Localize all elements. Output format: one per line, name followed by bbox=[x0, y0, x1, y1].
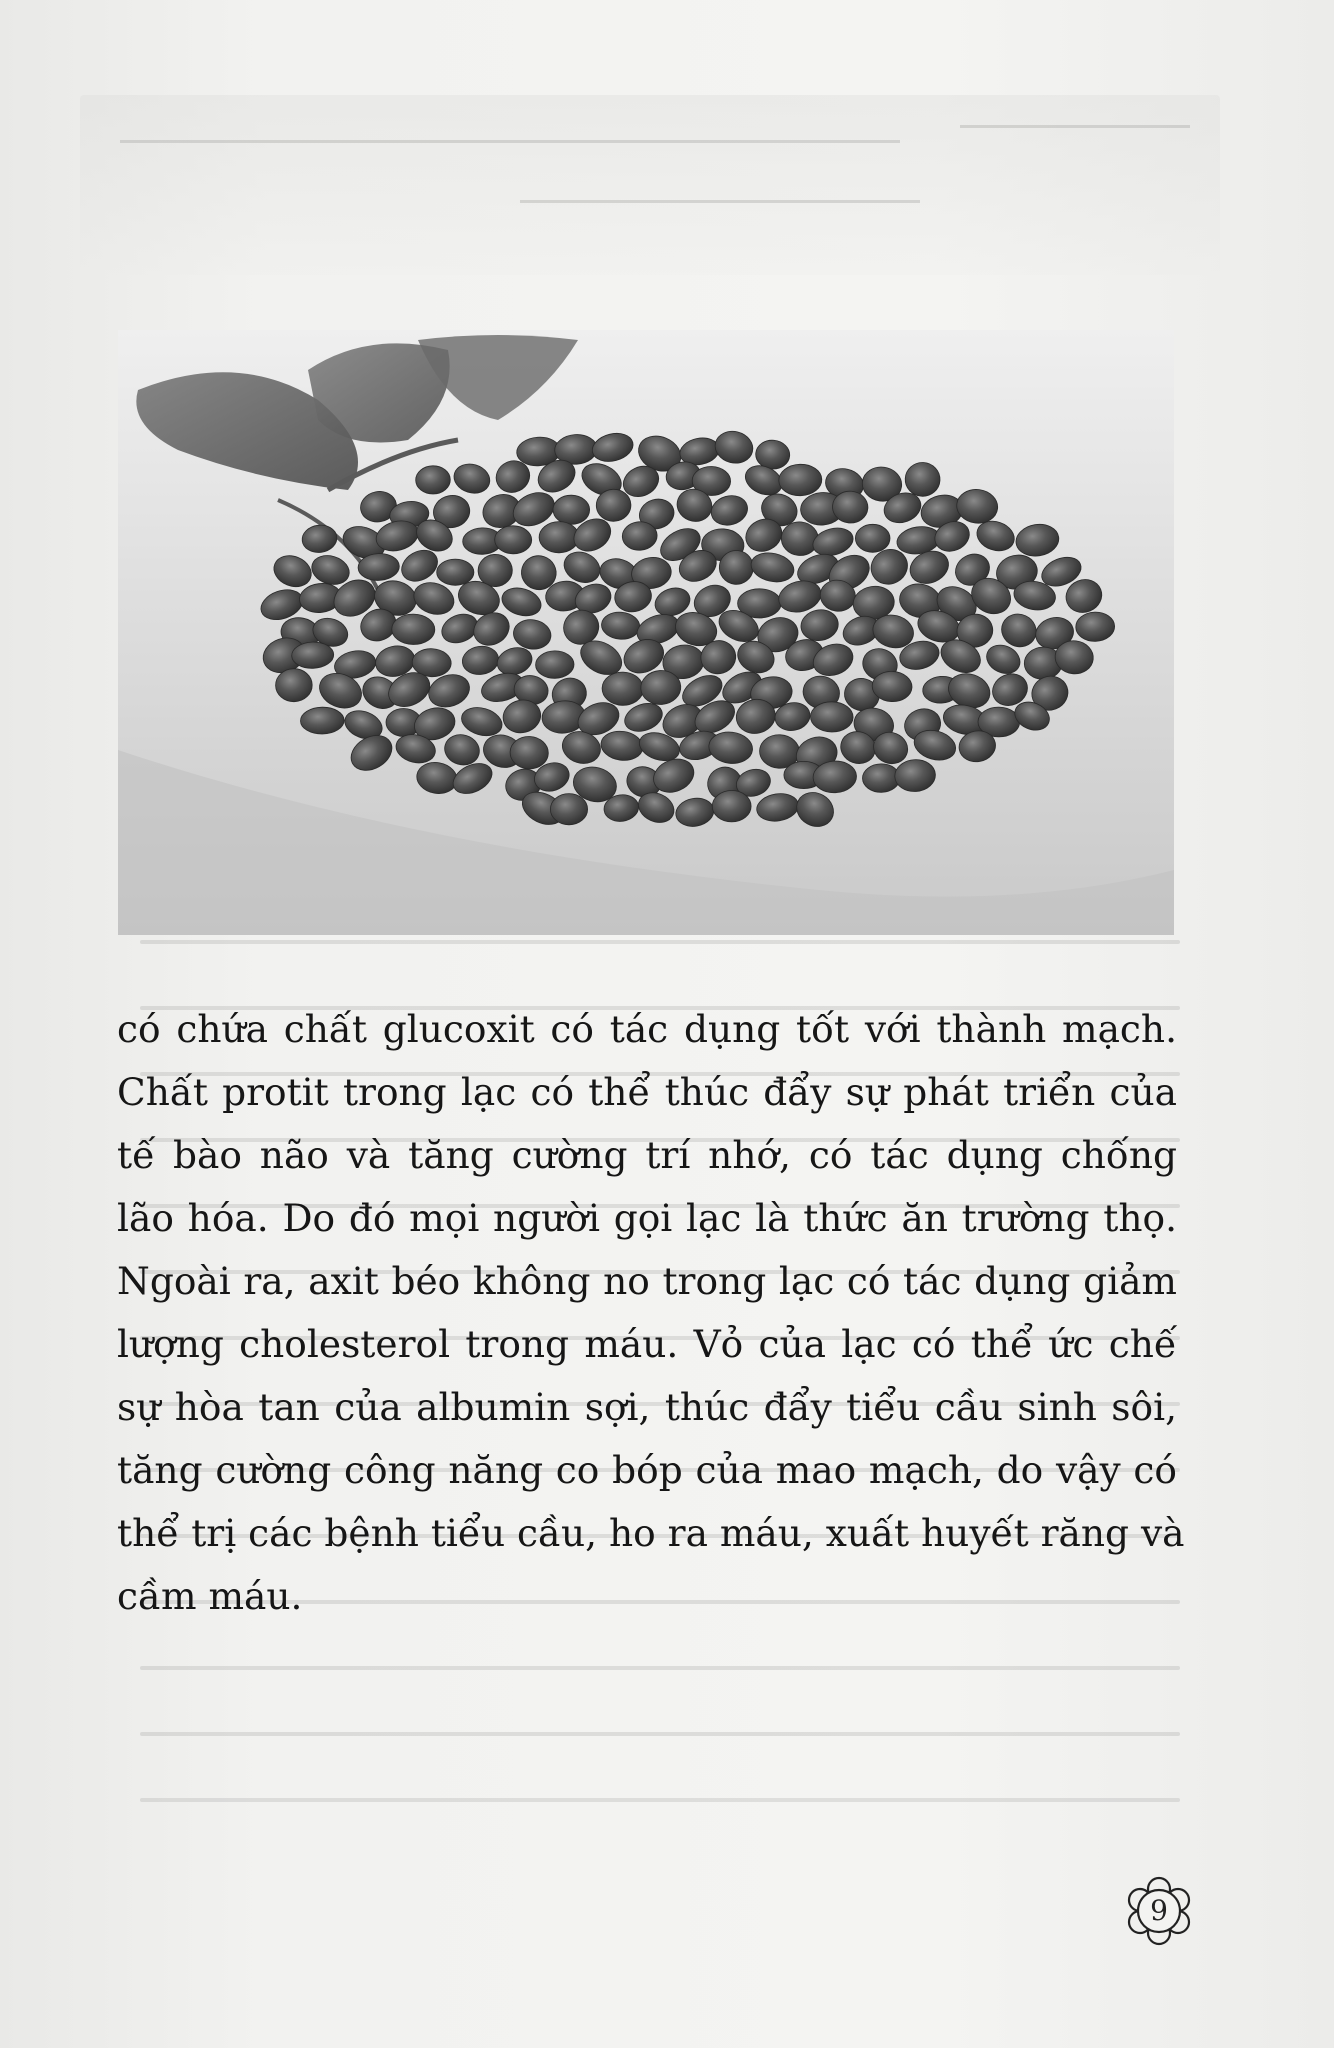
body-line: sự hòa tan của albumin sợi, thúc đẩy tiểu cầu sinh sôi, bbox=[117, 1385, 1177, 1429]
body-line: lượng cholesterol trong máu. Vỏ của lạc có thể ức chế bbox=[117, 1322, 1177, 1366]
body-line: cầm máu. bbox=[117, 1574, 303, 1618]
peanut bbox=[415, 466, 450, 495]
peanut bbox=[392, 614, 436, 645]
body-line: có chứa chất glucoxit có tác dụng tốt với thành mạch. bbox=[117, 1007, 1177, 1051]
peanut bbox=[810, 701, 853, 732]
peanut bbox=[862, 764, 900, 793]
body-line: tăng cường công năng co bóp của mao mạch, do vậy có bbox=[117, 1448, 1177, 1492]
body-line: Ngoài ra, axit béo không no trong lạc có tác dụng giảm bbox=[117, 1259, 1177, 1303]
show-through-line bbox=[120, 140, 900, 143]
body-line: tế bào não và tăng cường trí nhớ, có tác dụng chống bbox=[117, 1133, 1177, 1177]
page-number: 9 bbox=[1150, 1894, 1168, 1927]
body-line: thể trị các bệnh tiểu cầu, ho ra máu, xuất huyết răng và bbox=[117, 1511, 1185, 1555]
body-line: Chất protit trong lạc có thể thúc đẩy sự phát triển của bbox=[117, 1070, 1177, 1114]
peanut bbox=[437, 559, 474, 585]
peanut bbox=[494, 525, 531, 554]
photo-illustration bbox=[118, 330, 1174, 935]
body-line: lão hóa. Do đó mọi người gọi lạc là thức ăn trường thọ. bbox=[117, 1196, 1177, 1240]
peanut bbox=[553, 495, 590, 525]
peanut bbox=[539, 521, 579, 553]
peanut bbox=[300, 707, 344, 735]
peanuts-photo bbox=[118, 330, 1174, 935]
body-text bbox=[117, 998, 1185, 1628]
page-number-badge bbox=[1120, 1872, 1198, 1950]
peanut bbox=[275, 668, 312, 702]
peanut bbox=[855, 524, 890, 552]
peanut bbox=[535, 651, 574, 679]
peanut bbox=[712, 791, 751, 822]
peanut bbox=[550, 794, 587, 825]
show-through-line bbox=[960, 125, 1190, 128]
show-through-header bbox=[80, 95, 1220, 275]
show-through-line bbox=[520, 200, 920, 203]
